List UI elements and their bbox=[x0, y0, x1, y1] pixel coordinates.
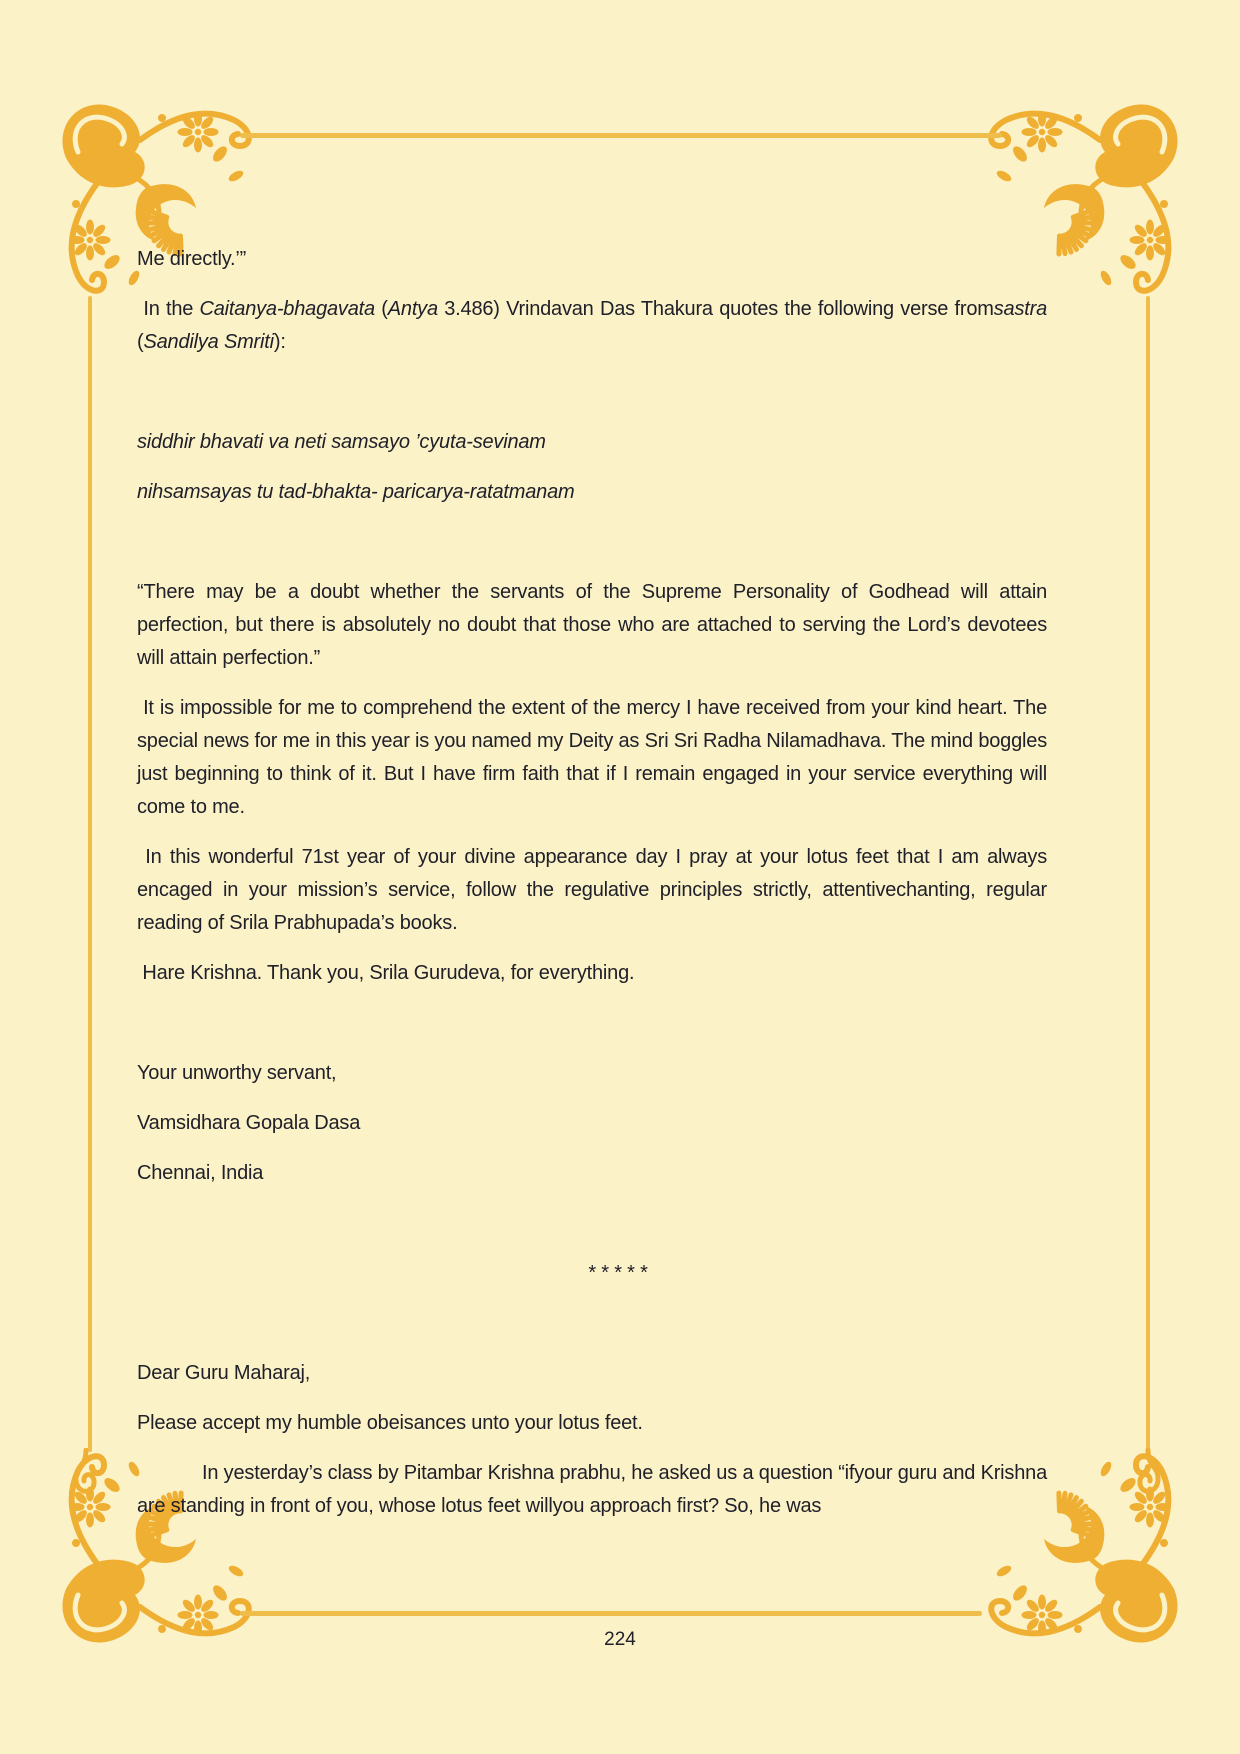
caitanya-reference-paragraph: In the Caitanya-bhagavata (Antya 3.486) Vrindavan Das Thakura quotes the following verse fromsastra (Sandilya Smriti): bbox=[137, 298, 1053, 353]
signoff-name: Vamsidhara Gopala Dasa bbox=[137, 1112, 361, 1134]
opening-fragment: Me directly.’” bbox=[137, 248, 247, 270]
border-left-line bbox=[88, 296, 92, 1452]
mercy-paragraph: It is impossible for me to comprehend the extent of the mercy I have received from your kind heart. The special news for me in this year is you named my Deity as Sri Sri Radha Nilamadhava. The mind boggles just beginning to think of it. But I have firm faith that if I remain engaged in your service everything will come to me. bbox=[137, 697, 1053, 818]
yesterday-class-paragraph: In yesterday’s class by Pitambar Krishna prabhu, he asked us a question “ifyour guru and Krishna are standing in front of you, whose lotus feet willyou approach first? So, he was bbox=[137, 1462, 1053, 1517]
blank-line bbox=[137, 526, 1047, 576]
signoff-location: Chennai, India bbox=[137, 1162, 264, 1184]
border-bottom-line bbox=[240, 1611, 982, 1616]
blank-line bbox=[137, 1207, 1047, 1257]
thanks-line: Hare Krishna. Thank you, Srila Gurudeva, for everything. bbox=[137, 962, 635, 984]
border-top-line bbox=[240, 133, 1002, 138]
verse-translation-paragraph: “There may be a doubt whether the servants of the Supreme Personality of Godhead will attain perfection, but there is absolutely no doubt that those who are attached to serving the Lord’s devotees will attain perfection.” bbox=[137, 581, 1053, 669]
obeisances-line: Please accept my humble obeisances unto your lotus feet. bbox=[137, 1412, 643, 1434]
right-line-end-curl-icon bbox=[1134, 1448, 1164, 1500]
page-number: 224 bbox=[604, 1629, 636, 1650]
asterisk-separator: * * * * * bbox=[588, 1262, 648, 1284]
sanskrit-verse-line-2: nihsamsayas tu tad-bhakta- paricarya-ratatmanam bbox=[137, 481, 575, 503]
blank-line bbox=[137, 376, 1047, 426]
border-right-line bbox=[1146, 296, 1150, 1452]
blank-line bbox=[137, 1007, 1047, 1057]
salutation: Dear Guru Maharaj, bbox=[137, 1362, 311, 1384]
blank-line bbox=[137, 1307, 1047, 1357]
signoff-line-1: Your unworthy servant, bbox=[137, 1062, 337, 1084]
letter-body bbox=[137, 243, 1053, 1540]
sanskrit-verse-line-1: siddhir bhavati va neti samsayo ’cyuta-sevinam bbox=[137, 431, 546, 453]
left-line-end-curl-icon bbox=[70, 1448, 100, 1500]
appearance-day-paragraph: In this wonderful 71st year of your divine appearance day I pray at your lotus feet that I am always encaged in your mission’s service, follow the regulative principles strictly, attentivechanting, regular reading of Srila Prabhupada’s books. bbox=[137, 846, 1053, 934]
